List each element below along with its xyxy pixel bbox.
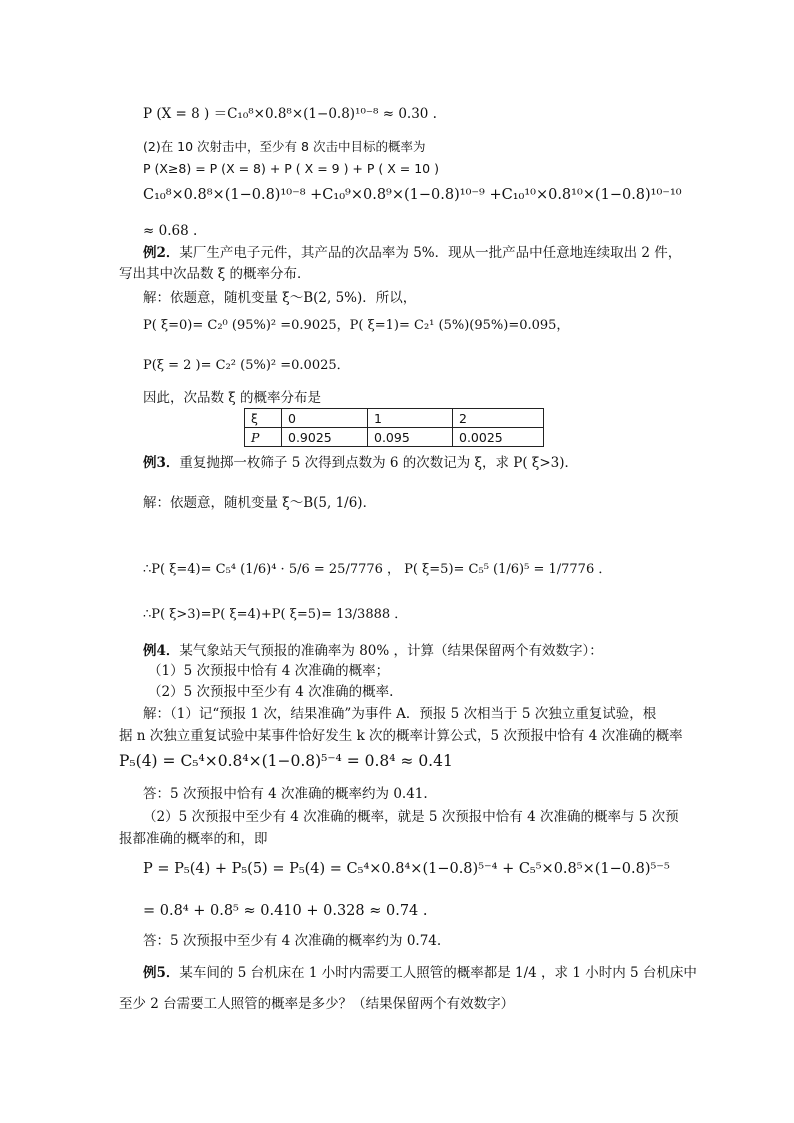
example-4-text: 某气象站天气预报的准确率为 80% ，计算（结果保留两个有效数字）： [179,643,603,659]
example-5-label: 例5． [143,965,180,981]
example-4-solution-line-2: 据 n 次独立重复试验中某事件恰好发生 k 次的概率计算公式，5 次预报中恰有 4 次准确的概率 [119,728,683,744]
example-2-p0-p1: P( ξ=0)= C₂⁰ (95%)² =0.9025，P( ξ=1)= C₂¹ (5%)(95%)=0.095， [143,318,570,333]
table-cell: 0 [282,409,368,428]
example-4-label: 例4． [143,643,180,659]
part2-binomial-terms: C₁₀⁸×0.8⁸×(1−0.8)¹⁰⁻⁸ +C₁₀⁹×0.8⁹×(1−0.8)¹⁰⁻⁹ +C₁₀¹⁰×0.8¹⁰×(1−0.8)¹⁰⁻¹⁰ [143,187,682,203]
table-row [245,409,544,428]
example-4-question-2: （2）5 次预报中至少有 4 次准确的概率. [148,684,394,700]
example-2-statement [143,244,681,262]
part2-question: (2)在 10 次射击中，至少有 8 次击中目标的概率为 [143,139,426,154]
example-2-conclusion: 因此，次品数 ξ 的概率分布是 [143,390,322,406]
table-cell: ξ [245,409,282,428]
example-4-solution-line-4: 报都准确的概率的和，即 [119,831,268,847]
example-5-text: 某车间的 5 台机床在 1 小时内需要工人照管的概率都是 1/4 ，求 1 小时内 5 台机床中 [179,965,697,981]
example-3-text: 重复抛掷一枚筛子 5 次得到点数为 6 的次数记为 ξ，求 P( ξ>3)． [179,455,579,471]
example-2-statement-cont: 写出其中次品数 ξ 的概率分布． [119,266,311,282]
example-3-label: 例3． [143,455,180,471]
example-3-calc: ∴P( ξ=4)= C₅⁴ (1/6)⁴ · 5/6 = 25/7776 ， P( ξ=5)= C₅⁵ (1/6)⁵ = 1/7776 ． [143,562,612,577]
example-4-formula-2: P = P₅(4) + P₅(5) = P₅(4) = C₅⁴×0.8⁴×(1−0.8)⁵⁻⁴ + C₅⁵×0.8⁵×(1−0.8)⁵⁻⁵ [143,861,670,877]
example-2-label: 例2． [143,245,180,261]
example-4-statement [143,642,603,660]
table-cell: 0.0025 [453,428,544,447]
example-4-formula-3: = 0.8⁴ + 0.8⁵ ≈ 0.410 + 0.328 ≈ 0.74 . [143,903,428,919]
example-2-text: 某厂生产电子元件，其产品的次品率为 5%．现从一批产品中任意地连续取出 2 件， [179,245,682,261]
table-cell: P [245,428,282,447]
result-p-x-8: P (X = 8 ) ＝C₁₀⁸×0.8⁸×(1−0.8)¹⁰⁻⁸ ≈ 0.30 . [143,106,437,122]
table-cell: 0.095 [368,428,453,447]
example-4-answer-2: 答：5 次预报中至少有 4 次准确的概率约为 0.74. [143,933,442,949]
example-3-solution-intro: 解：依题意，随机变量 ξ～B(5, 1/6)． [143,495,377,511]
example-4-answer-1: 答：5 次预报中恰有 4 次准确的概率约为 0.41. [143,786,428,802]
example-2-p2: P(ξ = 2 )= C₂² (5%)² =0.0025． [143,358,350,373]
example-4-solution-line-1: 解：（1）记“预报 1 次，结果准确”为事件 A．预报 5 次相当于 5 次独立重复试验，根 [143,706,657,722]
table-cell: 2 [453,409,544,428]
part2-result: ≈ 0.68 . [143,223,198,239]
example-4-question-1: （1）5 次预报中恰有 4 次准确的概率； [148,663,390,679]
table-row [245,428,544,447]
example-5-statement [143,964,697,982]
example-5-statement-cont: 至少 2 台需要工人照管的概率是多少？（结果保留两个有效数字） [119,996,515,1012]
example-3-result: ∴P( ξ>3)=P( ξ=4)+P( ξ=5)= 13/3888 ． [143,607,408,622]
example-4-formula-1: P₅(4) = C₅⁴×0.8⁴×(1−0.8)⁵⁻⁴ = 0.8⁴ ≈ 0.41 [119,752,453,770]
example-2-solution-intro: 解：依题意，随机变量 ξ～B(2, 5%)．所以， [143,290,417,306]
example-4-solution-line-3: （2）5 次预报中至少有 4 次准确的概率，就是 5 次预报中恰有 4 次准确的概率与 5 次预 [143,809,679,825]
table-cell: 0.9025 [282,428,368,447]
part2-sum-expression: P (X≥8) = P (X = 8) + P ( X = 9 ) + P ( X = 10 ) [143,161,439,176]
probability-distribution-table [244,408,544,447]
table-cell: 1 [368,409,453,428]
example-3-statement [143,454,578,472]
